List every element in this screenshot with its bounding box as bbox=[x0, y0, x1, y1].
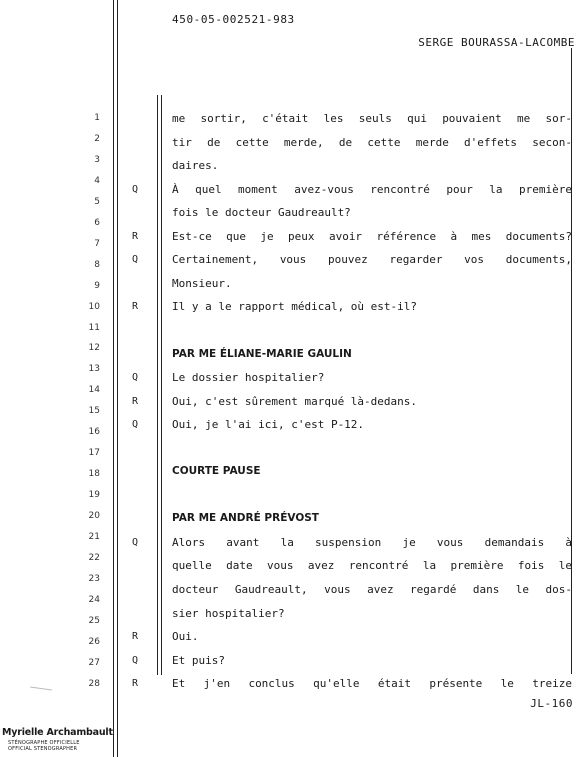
line-number: 12 bbox=[88, 343, 100, 354]
line-number: 16 bbox=[88, 427, 100, 438]
line-number: 10 bbox=[88, 301, 100, 312]
page-identifier: JL-160 bbox=[530, 697, 573, 710]
speaker-marker: R bbox=[131, 678, 139, 690]
transcript-line: daires. bbox=[172, 159, 219, 173]
line-number: 19 bbox=[88, 490, 100, 501]
line-number: 7 bbox=[94, 238, 100, 249]
line-number: 6 bbox=[94, 217, 100, 228]
line-number: 24 bbox=[88, 594, 100, 605]
transcript-line: Le dossier hospitalier? bbox=[172, 371, 325, 385]
line-number: 22 bbox=[88, 552, 100, 563]
transcript-line: Certainement, vous pouvez regarder vos documents, bbox=[172, 253, 572, 267]
line-number: 27 bbox=[88, 657, 100, 668]
line-number: 25 bbox=[88, 615, 100, 626]
line-number: 28 bbox=[88, 678, 100, 689]
line-number: 21 bbox=[88, 532, 100, 542]
speaker-column-rule bbox=[157, 95, 158, 675]
transcript-line: Oui. bbox=[172, 630, 199, 644]
line-number: 18 bbox=[88, 469, 100, 480]
line-number: 11 bbox=[88, 322, 100, 333]
transcript-line: Oui, c'est sûrement marqué là-dedans. bbox=[172, 394, 418, 408]
transcript-line: Monsieur. bbox=[172, 276, 232, 290]
speaker-marker: R bbox=[131, 631, 139, 643]
transcript-line: fois le docteur Gaudreault? bbox=[172, 206, 351, 220]
line-number: 4 bbox=[94, 175, 100, 186]
line-number: 1 bbox=[94, 113, 100, 123]
line-number: 9 bbox=[94, 280, 100, 291]
stenographer-title-fr: STÉNOGRAPHE OFFICIELLE bbox=[8, 740, 80, 746]
transcript-line: Et puis? bbox=[172, 653, 225, 667]
speaker-marker: Q bbox=[131, 419, 139, 431]
transcript-line: sier hospitalier? bbox=[172, 606, 285, 620]
transcript-line: me sortir, c'était les seuls qui pouvaient me sor- bbox=[172, 112, 572, 125]
margin-rule bbox=[117, 0, 118, 757]
document-number: 450-05-002521-983 bbox=[172, 13, 295, 26]
transcript-line: Et j'en conclus qu'elle était présente le treize bbox=[172, 677, 572, 691]
speaker-marker: R bbox=[131, 395, 139, 407]
right-margin-rule bbox=[571, 48, 572, 106]
transcript-line: Il y a le rapport médical, où est-il? bbox=[172, 300, 418, 314]
transcript-line: docteur Gaudreault, vous avez regardé dans le dos- bbox=[172, 583, 572, 596]
line-number: 3 bbox=[94, 154, 100, 165]
stenographer-name: Myrielle Archambault bbox=[2, 727, 113, 738]
transcript-line: quelle date vous avez rencontré la première fois le bbox=[172, 559, 572, 573]
witness-name: SERGE BOURASSA-LACOMBE bbox=[418, 36, 575, 49]
line-number: 5 bbox=[94, 196, 100, 207]
line-number: 17 bbox=[88, 448, 100, 459]
line-number: 23 bbox=[88, 573, 100, 584]
speaker-marker: Q bbox=[131, 536, 139, 548]
section-heading: PAR ME ANDRÉ PRÉVOST bbox=[172, 512, 319, 525]
line-number: 14 bbox=[88, 385, 100, 396]
margin-rule bbox=[113, 0, 114, 757]
speaker-marker: R bbox=[131, 301, 139, 313]
section-heading: PAR ME ÉLIANE-MARIE GAULIN bbox=[172, 347, 352, 360]
line-number: 2 bbox=[94, 133, 100, 144]
transcript-line: À quel moment avez-vous rencontré pour la première bbox=[172, 182, 572, 196]
transcript-line: tir de cette merde, de cette merde d'effets secon- bbox=[172, 135, 572, 149]
transcript-line: Alors avant la suspension je vous demandais à bbox=[172, 535, 572, 549]
speaker-marker: Q bbox=[131, 654, 139, 666]
speaker-marker: R bbox=[131, 230, 139, 242]
line-number: 15 bbox=[88, 406, 100, 417]
line-number: 20 bbox=[88, 511, 100, 522]
transcript-line: Oui, je l'ai ici, c'est P-12. bbox=[172, 418, 365, 432]
speaker-marker: Q bbox=[131, 254, 139, 266]
stray-mark bbox=[30, 686, 52, 690]
section-heading: COURTE PAUSE bbox=[172, 465, 261, 478]
line-number: 26 bbox=[88, 636, 100, 647]
line-number: 13 bbox=[88, 364, 100, 375]
line-number: 8 bbox=[94, 259, 100, 270]
speaker-column-rule bbox=[161, 95, 162, 675]
transcript-line: Est-ce que je peux avoir référence à mes documents? bbox=[172, 229, 572, 243]
speaker-marker: Q bbox=[131, 183, 139, 195]
speaker-marker: Q bbox=[131, 372, 139, 384]
stenographer-title-en: OFFICIAL STENOGRAPHER bbox=[8, 746, 78, 752]
